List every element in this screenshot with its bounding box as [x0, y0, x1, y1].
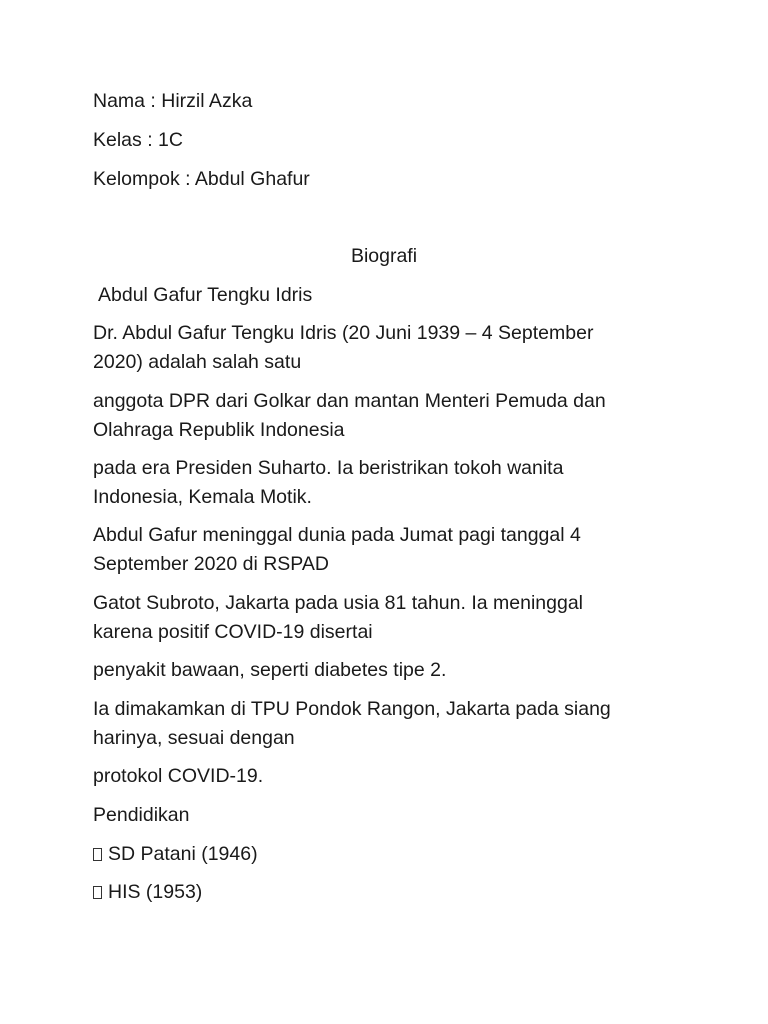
- student-name: Nama : Hirzil Azka: [93, 90, 253, 112]
- paragraph-line: harinya, sesuai dengan: [93, 727, 295, 749]
- paragraph-line: Olahraga Republik Indonesia: [93, 419, 345, 441]
- education-item-text: SD Patani (1946): [108, 843, 258, 865]
- paragraph-line: 2020) adalah salah satu: [93, 351, 302, 373]
- paragraph-line: Indonesia, Kemala Motik.: [93, 486, 312, 508]
- education-item: [93, 878, 202, 907]
- document-title: Biografi: [350, 245, 418, 267]
- missing-glyph-box-icon: [93, 886, 102, 899]
- education-item: [93, 840, 258, 869]
- paragraph-line: protokol COVID-19.: [93, 765, 264, 787]
- paragraph-line: anggota DPR dari Golkar dan mantan Menteri Pemuda dan: [93, 390, 606, 412]
- student-group: Kelompok : Abdul Ghafur: [93, 168, 310, 190]
- paragraph-line: Gatot Subroto, Jakarta pada usia 81 tahun. Ia meninggal: [93, 592, 583, 614]
- biography-subject: Abdul Gafur Tengku Idris: [98, 284, 313, 306]
- paragraph-line: September 2020 di RSPAD: [93, 553, 329, 575]
- paragraph-line: penyakit bawaan, seperti diabetes tipe 2.: [93, 659, 447, 681]
- student-class: Kelas : 1C: [93, 129, 183, 151]
- education-heading: Pendidikan: [93, 804, 190, 826]
- missing-glyph-box-icon: [93, 848, 102, 861]
- paragraph-line: Abdul Gafur meninggal dunia pada Jumat pagi tanggal 4: [93, 524, 581, 546]
- education-item-text: HIS (1953): [108, 881, 203, 903]
- paragraph-line: karena positif COVID-19 disertai: [93, 621, 373, 643]
- paragraph-line: Dr. Abdul Gafur Tengku Idris (20 Juni 1939 – 4 September: [93, 322, 594, 344]
- paragraph-line: Ia dimakamkan di TPU Pondok Rangon, Jakarta pada siang: [93, 698, 611, 720]
- paragraph-line: pada era Presiden Suharto. Ia beristrikan tokoh wanita: [93, 457, 564, 479]
